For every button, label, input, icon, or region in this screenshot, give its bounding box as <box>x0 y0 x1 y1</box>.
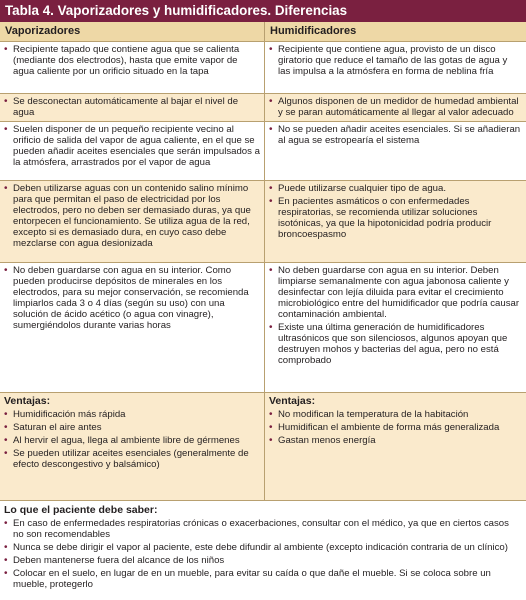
cell-humidificadores <box>264 122 526 180</box>
cell-humidificadores <box>264 263 526 392</box>
item-text: Deben utilizarse aguas con un contenido salino mínimo para que permitan el paso de electricidad por los electrodos, pero no deben ser demasiado duras, ya que entorpecen el funcionamiento. Se utiliza agua de la red, excepto si es demasiado dura, en cuyo caso debe mezclarse con agua desionizada <box>13 183 251 249</box>
bullet-icon: • <box>4 518 8 529</box>
list-item <box>269 124 522 146</box>
bullet-icon: • <box>4 96 8 107</box>
paciente-list <box>4 518 522 590</box>
table-row <box>0 263 526 393</box>
ventaja-item <box>269 409 522 420</box>
item-text: Puede utilizarse cualquier tipo de agua. <box>278 183 447 194</box>
bullet-icon: • <box>4 555 8 566</box>
ventaja-item <box>4 422 260 433</box>
ventajas-right-title: Ventajas: <box>269 395 316 407</box>
item-text: Suelen disponer de un pequeño recipiente vecino al orificio de salida del vapor de agua caliente, en el que se pueden añadir aceites esenciales que serán impulsados a la atmósfera, arrastrados por el vapor de agua <box>13 124 260 168</box>
ventajas-left-title: Ventajas: <box>4 395 51 407</box>
item-text: Humidificación más rápida <box>13 409 126 420</box>
item-text: Se pueden utilizar aceites esenciales (generalmente de efecto descongestivo y balsámico) <box>13 448 249 470</box>
bullet-icon: • <box>4 409 8 420</box>
bullet-icon: • <box>269 96 273 107</box>
item-text: Recipiente que contiene agua, provisto de un disco giratorio que reduce el tamaño de las gotas de agua y las impulsa a la atmósfera en forma de neblina fría <box>278 44 508 77</box>
list-item <box>4 96 260 118</box>
list-item <box>4 265 260 331</box>
bullet-icon: • <box>269 44 273 55</box>
ventaja-item <box>269 422 522 433</box>
item-text: Algunos disponen de un medidor de humedad ambiental y se paran automáticamente al llegar al valor adecuado <box>278 96 519 118</box>
cell-humidificadores <box>264 42 526 93</box>
bullet-icon: • <box>4 265 8 276</box>
ventajas-left <box>0 393 264 500</box>
header-vaporizadores: Vaporizadores <box>5 25 81 37</box>
bullet-icon: • <box>269 409 273 420</box>
paciente-item <box>4 542 522 553</box>
bullet-icon: • <box>4 183 8 194</box>
cell-vaporizadores <box>0 42 264 93</box>
list-item <box>269 44 522 77</box>
bullet-icon: • <box>4 435 8 446</box>
ventaja-item <box>4 448 260 470</box>
ventajas-right <box>264 393 526 500</box>
table-row <box>0 122 526 181</box>
item-text: Deben mantenerse fuera del alcance de los niños <box>13 555 225 566</box>
cell-vaporizadores <box>0 94 264 121</box>
bullet-icon: • <box>269 322 273 333</box>
list-item <box>269 265 522 320</box>
item-text: Nunca se debe dirigir el vapor al paciente, este debe difundir al ambiente (excepto indicación contraria de un clínico) <box>13 542 508 553</box>
bullet-icon: • <box>4 542 8 553</box>
paciente-item <box>4 568 522 590</box>
item-text: Humidifican el ambiente de forma más generalizada <box>278 422 500 433</box>
bullet-icon: • <box>269 196 273 207</box>
item-text: No deben guardarse con agua en su interior. Como pueden producirse depósitos de minerales en los electrodos, para su mejor conservación, se recomienda limpiarlos cada 3 o 4 días (según su uso) con una solución de ácido acético (o agua con vinagre), sumergiéndolos durante varias horas <box>13 265 249 331</box>
list-item <box>269 196 522 240</box>
ventajas-row <box>0 393 526 501</box>
item-text: Se desconectan automáticamente al bajar el nivel de agua <box>13 96 239 118</box>
paciente-title: Lo que el paciente debe saber: <box>4 504 158 516</box>
list-item <box>4 124 260 168</box>
bullet-icon: • <box>269 435 273 446</box>
table-body <box>0 42 526 393</box>
table-row <box>0 181 526 263</box>
bullet-icon: • <box>4 124 8 135</box>
bullet-icon: • <box>269 183 273 194</box>
item-text: Recipiente tapado que contiene agua que se calienta (mediante dos electrodos), hasta que emite vapor de agua caliente por un orificio situado en la tapa <box>13 44 240 77</box>
list-item <box>269 183 522 194</box>
paciente-section <box>0 501 526 590</box>
list-item <box>269 322 522 366</box>
list-item <box>4 183 260 249</box>
bullet-icon: • <box>4 44 8 55</box>
item-text: Colocar en el suelo, en lugar de en un mueble, para evitar su caída o que dañe el mueble. Si se coloca sobre un mueble, protegerlo <box>13 568 491 590</box>
table-row <box>0 94 526 122</box>
cell-vaporizadores <box>0 122 264 180</box>
paciente-item <box>4 555 522 566</box>
table-header <box>0 22 526 42</box>
table-row <box>0 42 526 94</box>
bullet-icon: • <box>4 422 8 433</box>
table-title: Tabla 4. Vaporizadores y humidificadores. Diferencias <box>0 0 526 22</box>
item-text: No modifican la temperatura de la habitación <box>278 409 469 420</box>
ventajas-left-list <box>4 409 260 470</box>
item-text: Gastan menos energía <box>278 435 376 446</box>
item-text: En pacientes asmáticos o con enfermedades respiratorias, se recomienda utilizar soluciones isotónicas, ya que la hipotonicidad podría producir broncoespasmo <box>278 196 492 240</box>
bullet-icon: • <box>269 265 273 276</box>
bullet-icon: • <box>269 124 273 135</box>
cell-vaporizadores <box>0 263 264 392</box>
item-text: No deben guardarse con agua en su interior. Deben limpiarse semanalmente con agua jabonosa caliente y desinfectar con lejía diluida para evitar el crecimiento microbiológico entre del humidificador que podría causar contaminación ambiental. <box>278 265 520 320</box>
item-text: No se pueden añadir aceites esenciales. Si se añadieran al agua se estropearía el sistema <box>278 124 521 146</box>
list-item <box>269 96 522 118</box>
header-humidificadores: Humidificadores <box>264 22 526 41</box>
cell-humidificadores <box>264 181 526 262</box>
cell-vaporizadores <box>0 181 264 262</box>
cell-humidificadores <box>264 94 526 121</box>
item-text: Saturan el aire antes <box>13 422 102 433</box>
ventaja-item <box>4 409 260 420</box>
list-item <box>4 44 260 77</box>
ventaja-item <box>269 435 522 446</box>
bullet-icon: • <box>269 422 273 433</box>
item-text: Al hervir el agua, llega al ambiente libre de gérmenes <box>13 435 240 446</box>
ventaja-item <box>4 435 260 446</box>
paciente-item <box>4 518 522 540</box>
item-text: Existe una última generación de humidificadores ultrasónicos que son silenciosos, algunos apoyan que destruyen mohos y bacterias del agua, pero no está comprobado <box>278 322 508 366</box>
bullet-icon: • <box>4 448 8 459</box>
item-text: En caso de enfermedades respiratorias crónicas o exacerbaciones, consultar con el médico, ya que en ciertos casos no son recomendables <box>13 518 509 540</box>
ventajas-right-list <box>269 409 522 446</box>
bullet-icon: • <box>4 568 8 579</box>
